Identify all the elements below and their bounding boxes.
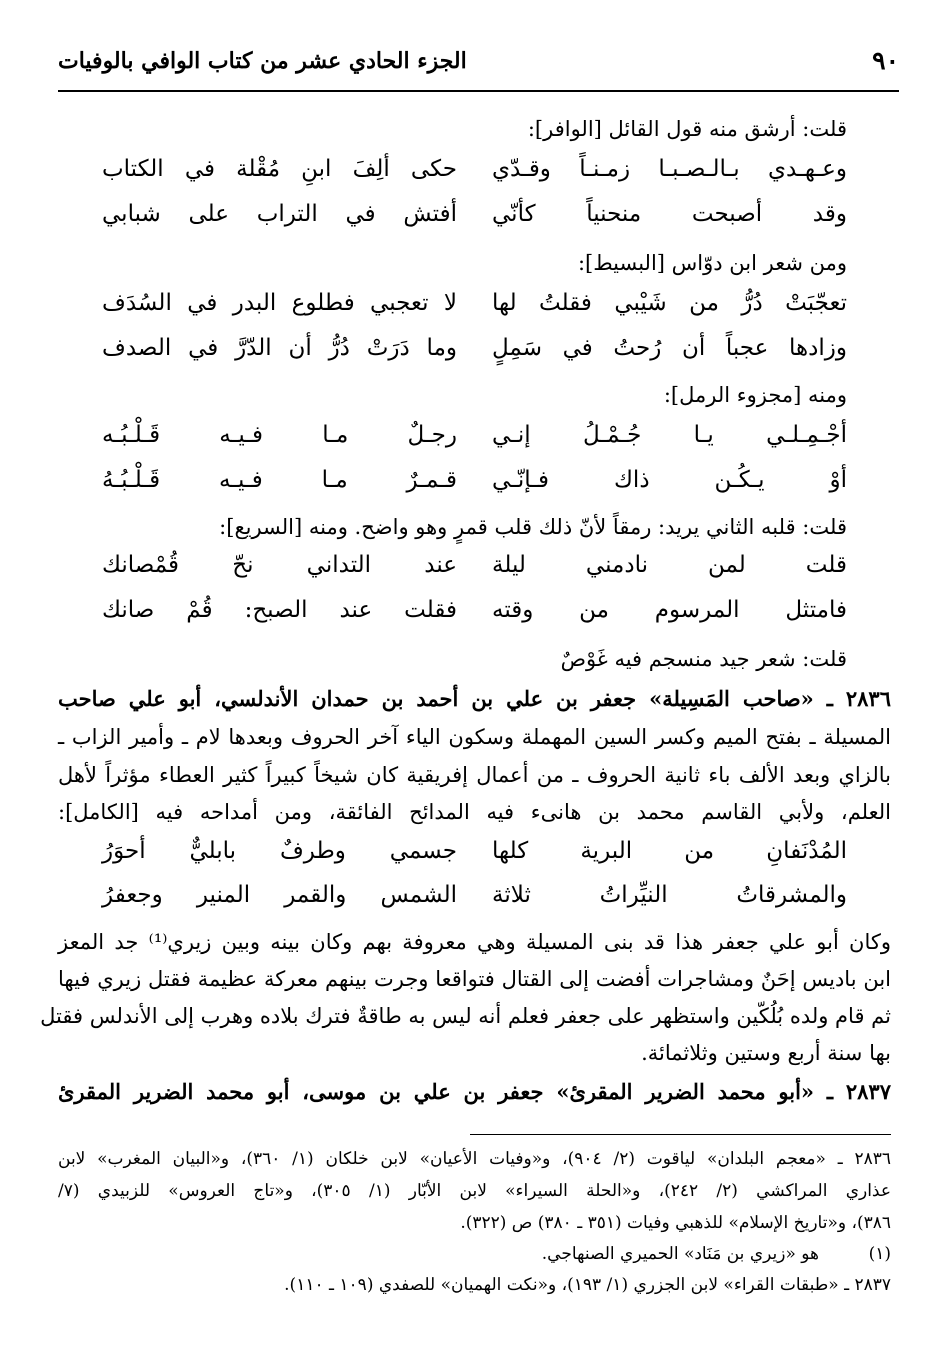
entry-2836-line-3: بالزاي وبعد الألف باء ثانية الحروف ـ من أعمال إفريقية كان شيخاً كبيراً كثير العطاء مؤثراً لأهل (58, 763, 891, 787)
running-header-title: الجزء الحادي عشر من كتاب الوافي بالوفيات (58, 48, 467, 74)
footnote-2836-line-1: ٢٨٣٦ ـ «معجم البلدان» لياقوت (٢/ ٩٠٤)، و«وفيات الأعيان» لابن خلكان (١/ ٣٦٠)، و«البيان المغرب» لابن (58, 1149, 891, 1169)
footnote-1-text: هو «زيري بن مَنَاد» الحميري الصنهاجي. (541, 1244, 819, 1264)
verse-4-1-left: عند التداني نحّ قُمْصانك (102, 552, 457, 578)
verse-4-1-right: قلت لمن نادمني ليلة (492, 552, 847, 578)
intro-line-1: قلت: أرشق منه قول القائل [الوافر]: (527, 117, 847, 141)
verse-2-1-left: لا تعجبي فطلوع البدر في السُدَف (102, 290, 457, 316)
verse-3-1-right: أجْـمِـلـي يـا جُـمْـلُ إنـي (492, 422, 847, 448)
verse-3-1-left: رجـلٌ مـا فـيـه قَـلْـبُـه (102, 422, 457, 448)
verse-2-1-right: تعجّبَتْ دُرُّ من شَيْبي فقلتُ لها (492, 290, 847, 316)
verse-5-1-right: المُدْنَفانِ من البرية كلها (492, 838, 847, 864)
page-number: ٩٠ (872, 46, 899, 75)
verse-1-1-left: حكى ألِفَ ابنِ مُقْلة في الكتاب (102, 156, 457, 182)
intro-line-4: قلت: قلبه الثاني يريد: رمقاً لأنّ ذلك قلب قمرٍ وهو واضح. ومنه [السريع]: (219, 515, 847, 539)
footnote-2836-line-3: ٣٨٦)، و«تاريخ الإسلام» للذهبي وفيات (٣٥١ ـ ٣٨٠) ص (٣٢٢). (460, 1213, 891, 1233)
footnote-2836-line-2: عذاري المراكشي (٢/ ٢٤٢)، و«الحلة السيراء» لابن الأبّار (١/ ٣٠٥)، و«تاج العروس» للزبيدي (٧/ (58, 1181, 892, 1201)
verse-4-2-right: فامتثل المرسوم من وقته (492, 597, 847, 623)
intro-line-2: ومن شعر ابن دوّاس [البسيط]: (577, 251, 847, 275)
entry-2836-cont-line-3: ثم قام ولده بُلُكّين واستظهر على جعفر فعلم أنه ليس به طاقةٌ فترك بلاده وهرب إلى الأندلس فقتل (40, 1004, 891, 1028)
verse-5-2-left: الشمس والقمر المنير وجعفرُ (102, 882, 457, 908)
verse-2-2-left: وما دَرَتْ دُرُّ أن الدّرَّ في الصدف (102, 335, 457, 361)
verse-1-2-right: وقد أصبحت منحنياً كأنّي (492, 201, 847, 227)
verse-3-2-left: قـمـرٌ مـا فـيـه قَـلْـبُـهُ (102, 467, 457, 493)
entry-2836-line-4: العلم، ولأبي القاسم محمد بن هانىء فيه المدائح الفائقة، ومن أمداحه فيه [الكامل]: (58, 800, 891, 824)
verse-5-1-left: جسمي وطرفٌ بابليٌّ أحوَرُ (102, 838, 457, 864)
closing-remark: قلت: شعر جيد منسجم فيه غَوْصٌ (560, 647, 847, 671)
verse-3-2-right: أوْ يـكُـن ذاك فـإنّـي (492, 467, 847, 493)
footnote-2837: ٢٨٣٧ ـ «طبقات القراء» لابن الجزري (١/ ١٩٣)، و«نكت الهميان» للصفدي (١٠٩ ـ ١١٠). (284, 1275, 891, 1295)
verse-1-2-left: أفتش في التراب على شبابي (102, 201, 457, 227)
entry-2836-cont-line-4: بها سنة أربع وستين وثلاثمائة. (641, 1041, 891, 1065)
footnote-divider (470, 1134, 891, 1135)
verse-2-2-right: وزادها عجباً أن رُحتُ في سَمِلٍ (492, 335, 847, 361)
verse-5-2-right: والمشرقاتُ النيِّراتُ ثلاثة (492, 882, 847, 908)
verse-1-1-right: وعـهـدي بـالـصـبـا زمـنـاً وقـدّي (492, 156, 847, 182)
entry-2837-heading: ٢٨٣٧ ـ «أبو محمد الضرير المقرئ» جعفر بن علي بن موسى، أبو محمد الضرير المقرئ (58, 1079, 891, 1104)
verse-4-2-left: فقلت عند الصبح: قُمْ صانك (102, 597, 457, 623)
entry-2836-cont-line-2: ابن باديس إحَنٌ ومشاجرات أفضت إلى القتال فتواقعا وجرت بينهم معركة عظيمة فقتل زيري فيها (58, 967, 891, 991)
entry-2836-cont-line-1: وكان أبو علي جعفر هذا قد بنى المسيلة وهي معروفة بهم وكان بينه وبين زيري⁽¹⁾ جد المعز (58, 930, 892, 954)
intro-line-3: ومنه [مجزوء الرمل]: (663, 383, 847, 407)
footnote-1-number: (١) (868, 1244, 891, 1264)
entry-2836-line-2: المسيلة ـ بفتح الميم وكسر السين المهملة وسكون الياء آخر الحروف وبعدها لام ـ وأمير الزاب ـ (58, 725, 891, 749)
entry-2836-line-1: ٢٨٣٦ ـ «صاحب المَسِيلة» جعفر بن علي بن أحمد بن حمدان الأندلسي، أبو علي صاحب (58, 686, 891, 711)
header-divider (58, 90, 899, 92)
